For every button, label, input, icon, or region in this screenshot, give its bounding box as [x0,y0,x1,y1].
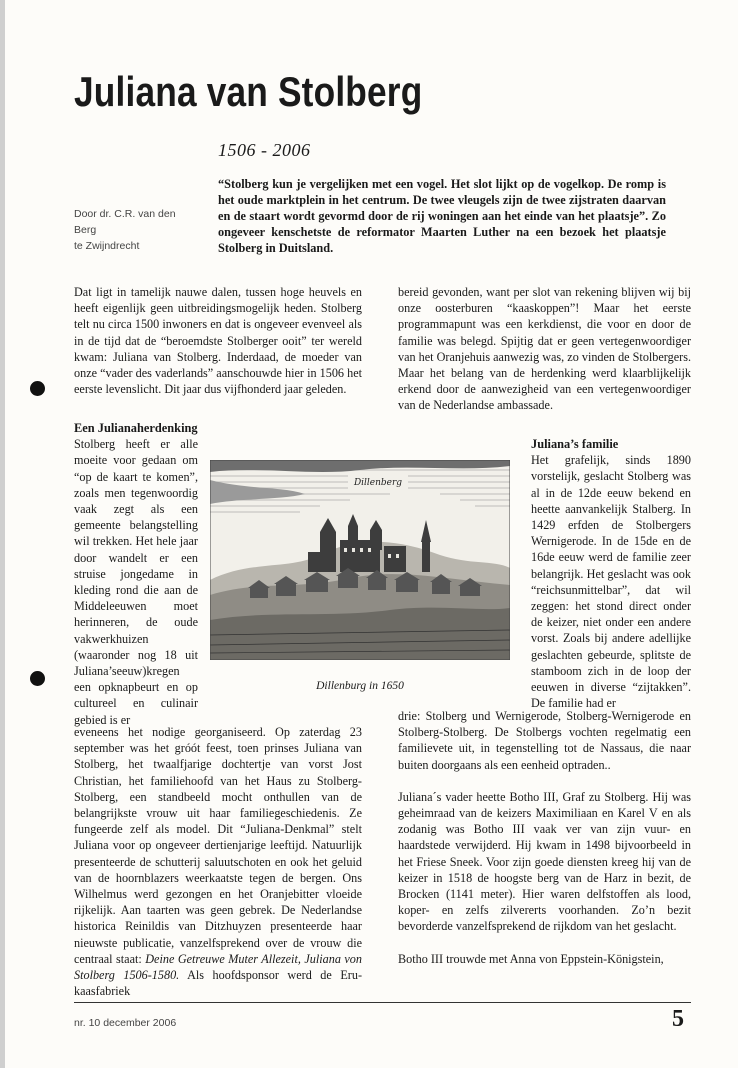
section-heading-herdenking: Een Julianaherdenking [74,421,198,435]
paragraph-familie-continued: drie: Stolberg und Wernigerode, Stolberg-Wernigerode en Stolberg-Stolberg. De Stolbergs vochten regelmatig een familievete uit, in tegenstelling tot de Nassaus, die naar buiten doorgaans als een eenheid optraden.. [398,709,691,772]
intro-lead: “Stolberg kun je vergelijken met een vogel. Het slot lijkt op de vogelkop. De romp is het oude marktplein in het centrum. De twee vleugels zijn de twee zijstraten daarvan en de staart wordt gevormd door de rij woningen aan het einde van het plaatsje”. Zo ongeveer kenschetste de reformator Maarten Luther na een bezoek het plaatsje Stolberg in Duitsland. [218,177,666,255]
column-left-bottom [74,724,362,999]
engraving-dillenburg [210,460,510,660]
paragraph-herdenking-start: Stolberg heeft er alle moeite voor gedaan om “op de kaart te komen”, zoals men tegenwoordig vaak zegt als een gemeente belangstelling wil trekken. Het hele jaar door wandelt er een struise jongedame in kleding rond die aan de Middeleeuwen moet herinneren, de oude vakwerkhuizen (waaronder nog 18 uit Juliana’seeuw)kregen een opknapbeurt en op cultureel en culinair gebied is er [74,437,198,727]
herdenking-text: eveneens het nodige georganiseerd. Op zaterdag 23 september was het gróót feest, toen prinses Juliana van Stolberg, het twaalfjarige dochtertje van vorst Jost Christian, het familiehoofd van het Haus zu Stolberg-Stolberg, een standbeeld mocht onthullen van de belangrijkste vrouw uit haar familiegeschiedenis. Ze fungeerde zelf als model. Dit “Juliana-Denkmal” stelt Juliana voor op ongeveer dertienjarige leeftijd. Natuurlijk presenteerde de schutterij saluutschoten en ook het geluid van de hoornblazers weerkaatste tegen de bergen. Ons Wilhelmus werd gezongen en het Oranjebitter vloeide rijkelijk. Aan taarten was geen gebrek. De Nederlandse historica Reinildis van Ditzhuyzen presenteerde haar nieuwste publicatie, vanzelfsprekend over de vrouw die centraal staat: [74,725,362,966]
column-right-wrap [531,436,691,711]
article-years: 1506 - 2006 [218,140,311,160]
page-edge-shadow [0,0,5,1068]
column-left-top [74,284,362,397]
book-title: Deine Getreuwe Muter Allezeit, Juliana von Stolberg 1506-1580. [74,951,362,983]
paragraph-familie-start: Het grafelijk, sinds 1890 vorstelijk, geslacht Stolberg was al in de 12de eeuw bekend en heette aanvankelijk Stalberg. In 1429 erfden de Stolbergers Wernigerode. In de 15de en de 16de eeuw werd de familie zeer belangrijk. Het geslacht was ook “reichsunmittelbar”, dat wil zeggen: het stond direct onder de keizer, niet onder een andere vorst. Zoals bij andere adellijke geslachten gebeurde, splitste de stamboom zich in de loop der eeuwen in diverse “zijtakken”. De familie had er [531,453,691,711]
binder-hole-bottom [30,671,45,686]
paragraph-anna: Botho III trouwde met Anna von Eppstein-Königstein, [398,951,664,966]
paragraph-herdenking-continued [74,724,362,999]
byline-line-1: Door dr. C.R. van den [74,208,176,220]
byline-line-2: Berg [74,224,97,236]
column-right-top [398,284,691,414]
paragraph-kaaskoppen: bereid gevonden, want per slot van rekening blijven wij bij onze oosterburen “kaaskoppen”! Maar het eerste programmapunt was een kerkdienst, die voor en door de familie was belegd. Spijtig dat er geen vertegenwoordiger van het Oranjehuis aanwezig was, zo vinden de Stolbergers. Maar het belang van de herdenking werd klaarblijkelijk erkend door de aanwezigheid van een vertegenwoordiger van de Nederlandse ambassade. [398,285,691,413]
byline-line-3: te Zwijndrecht [74,240,140,252]
binder-hole-top [30,381,45,396]
column-right-bottom [398,708,691,967]
column-left-wrap [74,420,198,728]
figure-caption: Dillenburg in 1650 [316,680,404,692]
byline [74,206,199,254]
herdenking-text-end: Als hoofdsponsor werd de Eru-kaasfabriek [74,968,362,999]
section-heading-familie: Juliana’s familie [531,437,619,451]
footer-issue: nr. 10 december 2006 [74,1017,177,1029]
paragraph-botho: Juliana´s vader heette Botho III, Graf zu Stolberg. Hij was geheimraad van de keizers Maximiliaan en Karel V en als zodanig was Botho III vaak ver van zijn vuur- en haardstede verwijderd. Hij kwam in 1498 bijvoorbeeld in het Friese Sneek. Voor zijn goede diensten kreeg hij van de keizer in 1518 de hoogste berg van de Harz in bezit, de Brocken (1141 meter). Hier waren delfstoffen als lood, koper- en zelfs zilvererts voorhanden. Zo’n bezit bevorderde vanzelfsprekend de rijkdom van het geslacht. [398,789,691,934]
footer-rule [74,1002,691,1003]
paragraph-intro-stolberg: Dat ligt in tamelijk nauwe dalen, tussen hoge heuvels en heeft eigenlijk geen uitbreidingsmogelijk heden. Stolberg telt nu circa 1500 inwoners en dat is ongeveer evenveel als in de tijd dat de “beroemdste Stolberger ooit” ter wereld kwam: Juliana van Stolberg. Inderdaad, de moeder van onze “vader des vaderlands” aanschouwde hier in 1506 het eerste levenslicht. Dit jaar dus vijfhonderd jaar geleden. [74,285,362,397]
engraving-label: Dillenberg [353,478,403,488]
article-title: Juliana van Stolberg [74,68,423,115]
page-number: 5 [672,1006,684,1032]
engraving-image [210,460,510,660]
